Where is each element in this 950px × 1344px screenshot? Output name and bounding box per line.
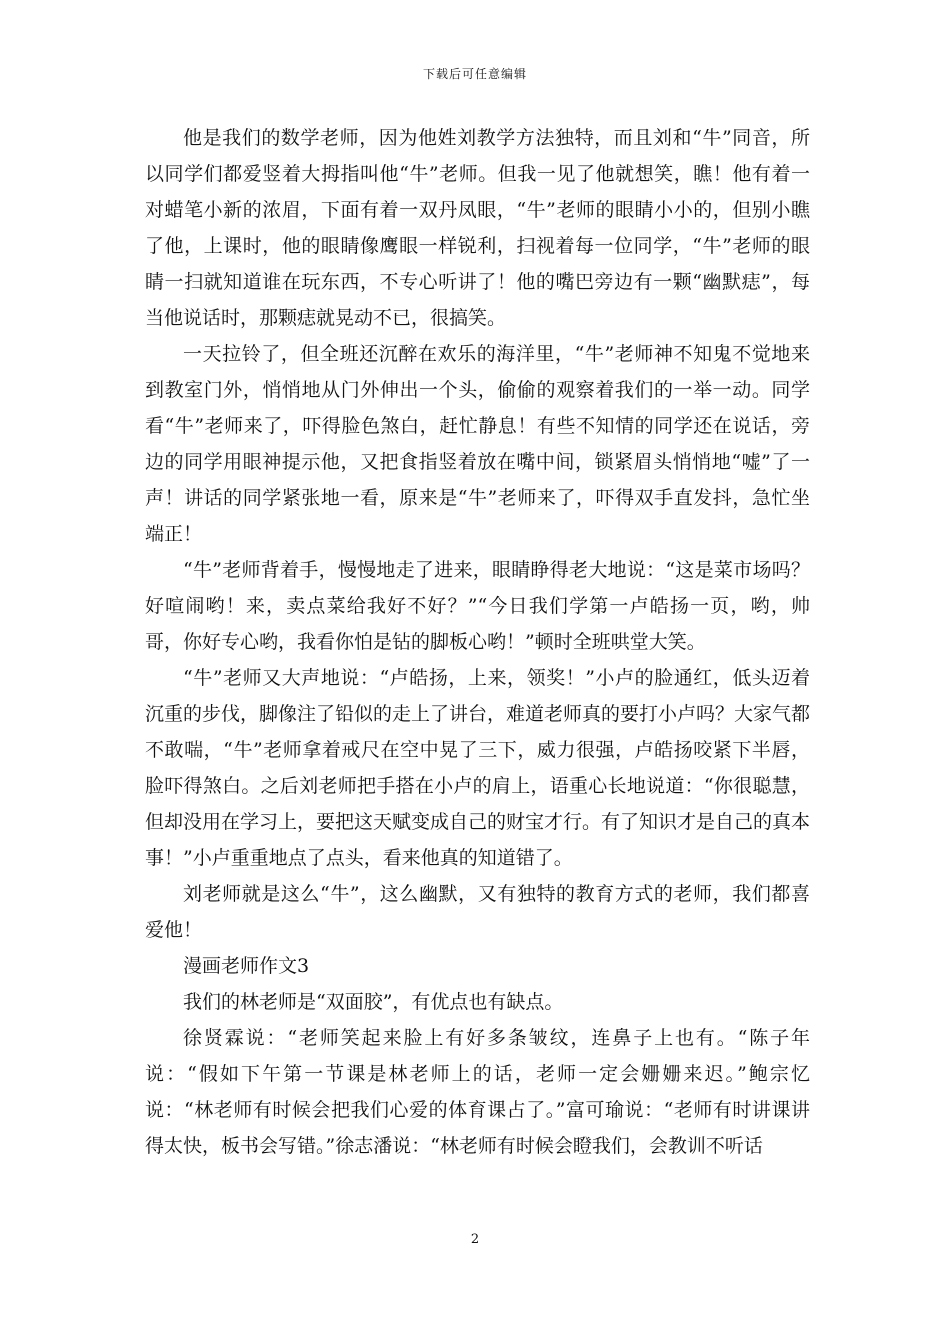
paragraph-teacher-description: 他是我们的数学老师，因为他姓刘教学方法独特，而且刘和“牛”同音，所以同学们都爱竖着大拇指叫他“牛”老师。但我一见了他就想笑，瞧！他有着一对蜡笔小新的浓眉，下面有着一双丹凤眼，“牛”老师的眼睛小小的，但别小瞧了他，上课时，他的眼睛像鹰眼一样锐利，扫视着每一位同学，“牛”老师的眼睛一扫就知道谁在玩东西，不专心听讲了！他的嘴巴旁边有一颗“幽默痣”，每当他说话时，那颗痣就晃动不已，很搞笑。 — [145, 127, 810, 329]
page-header: 下载后可任意编辑 — [422, 67, 527, 81]
paragraph-student-quotes: 徐贤霖说：“老师笑起来脸上有好多条皱纹，连鼻子上也有。“陈子年说：“假如下午第一节课是林老师上的话，老师一定会姗姗来迟。”鲍宗忆说：“林老师有时候会把我们心爱的体育课占了。”富可瑜说：“老师有时讲课讲得太快，板书会写错。”徐志潘说：“林老师有时候会瞪我们，会教训不听话 — [145, 1027, 810, 1157]
paragraph-conclusion: 刘老师就是这么“牛”，这么幽默，又有独特的教育方式的老师，我们都喜爱他！ — [145, 883, 810, 941]
paragraph-bell-rings: 一天拉铃了，但全班还沉醉在欢乐的海洋里，“牛”老师神不知鬼不觉地来到教室门外，悄悄地从门外伸出一个头，偷偷的观察着我们的一举一动。同学看“牛”老师来了，吓得脸色煞白，赶忙静息！有些不知情的同学还在说话，旁边的同学用眼神提示他，又把食指竖着放在嘴中间，锁紧眉头悄悄地“嘘”了一声！讲话的同学紧张地一看，原来是“牛”老师来了，吓得双手直发抖，急忙坐端正！ — [145, 343, 810, 545]
paragraph-vegetable-market: “牛”老师背着手，慢慢地走了进来，眼睛睁得老大地说：“这是菜市场吗？好喧闹哟！来，卖点菜给我好不好？”“今日我们学第一卢皓扬一页，哟，帅哥，你好专心哟，我看你怕是钻的脚板心哟！”顿时全班哄堂大笑。 — [145, 559, 810, 653]
essay-heading: 漫画老师作文3 — [183, 955, 310, 977]
document-body — [145, 120, 810, 1164]
paragraph-double-sided: 我们的林老师是“双面胶”，有优点也有缺点。 — [183, 991, 564, 1013]
page-number: 2 — [470, 1232, 480, 1247]
paragraph-award: “牛”老师又大声地说：“卢皓扬，上来，领奖！”小卢的脸通红，低头迈着沉重的步伐，脚像注了铅似的走上了讲台，难道老师真的要打小卢吗？大家气都不敢喘，“牛”老师拿着戒尺在空中晃了三下，威力很强，卢皓扬咬紧下半唇，脸吓得煞白。之后刘老师把手搭在小卢的肩上，语重心长地说道：“你很聪慧，但却没用在学习上，要把这天赋变成自己的财宝才行。有了知识才是自己的真本事！”小卢重重地点了点头，看来他真的知道错了。 — [145, 667, 811, 869]
